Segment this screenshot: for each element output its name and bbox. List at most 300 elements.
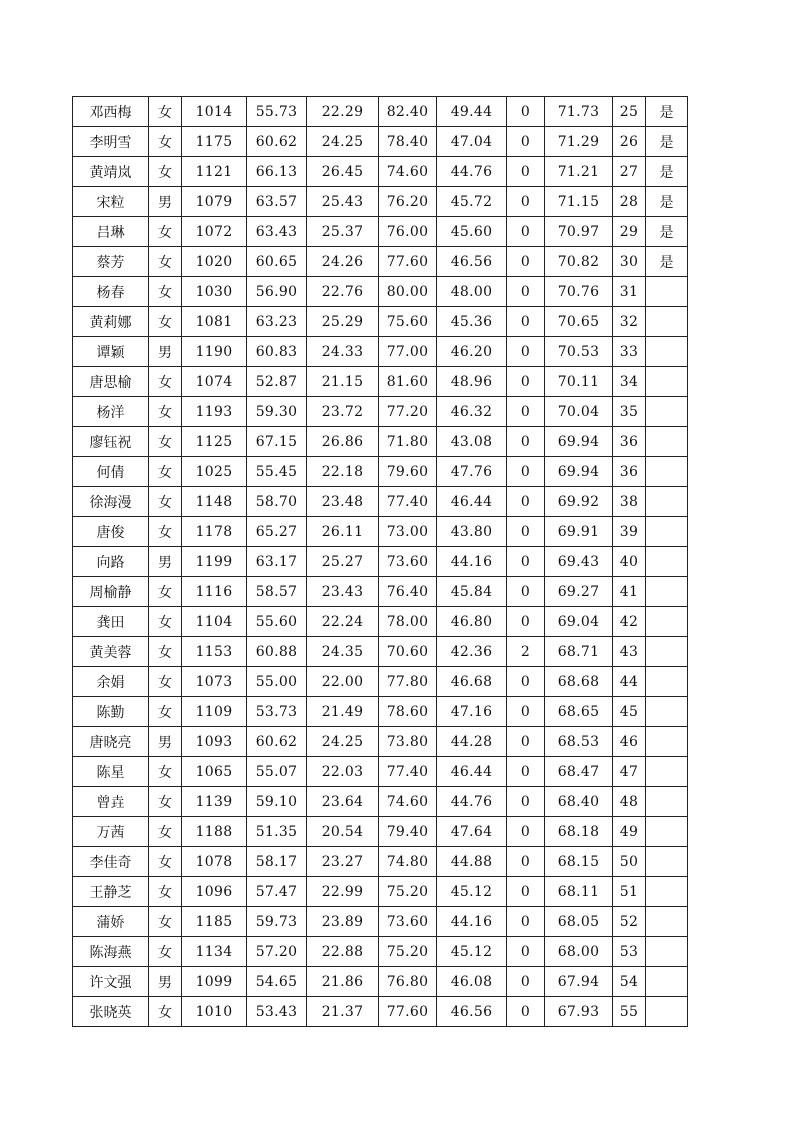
cell-gender: 女 — [149, 847, 182, 877]
cell-gender: 女 — [149, 277, 182, 307]
cell-qualified — [646, 907, 688, 937]
cell-total: 67.93 — [545, 997, 613, 1027]
cell-bonus: 0 — [507, 997, 545, 1027]
cell-exam-id: 1153 — [182, 637, 247, 667]
cell-interview-score: 74.60 — [379, 157, 437, 187]
cell-total: 70.04 — [545, 397, 613, 427]
table-row — [73, 427, 688, 457]
cell-interview-score: 70.60 — [379, 637, 437, 667]
cell-gender: 女 — [149, 817, 182, 847]
cell-total: 69.27 — [545, 577, 613, 607]
cell-interview-weighted: 42.36 — [437, 637, 507, 667]
cell-qualified — [646, 517, 688, 547]
cell-interview-weighted: 47.64 — [437, 817, 507, 847]
cell-exam-id: 1139 — [182, 787, 247, 817]
cell-rank: 46 — [613, 727, 646, 757]
cell-rank: 49 — [613, 817, 646, 847]
cell-rank: 52 — [613, 907, 646, 937]
cell-written-score: 60.62 — [247, 727, 307, 757]
cell-exam-id: 1020 — [182, 247, 247, 277]
cell-exam-id: 1079 — [182, 187, 247, 217]
cell-qualified — [646, 847, 688, 877]
cell-gender: 女 — [149, 217, 182, 247]
cell-interview-score: 81.60 — [379, 367, 437, 397]
cell-qualified — [646, 667, 688, 697]
cell-exam-id: 1096 — [182, 877, 247, 907]
table-row — [73, 727, 688, 757]
cell-written-weighted: 22.76 — [307, 277, 379, 307]
cell-interview-weighted: 47.76 — [437, 457, 507, 487]
cell-interview-score: 82.40 — [379, 97, 437, 127]
cell-name: 陈勤 — [73, 697, 149, 727]
cell-written-score: 65.27 — [247, 517, 307, 547]
cell-bonus: 0 — [507, 697, 545, 727]
cell-interview-score: 77.20 — [379, 397, 437, 427]
cell-written-weighted: 24.26 — [307, 247, 379, 277]
cell-rank: 42 — [613, 607, 646, 637]
cell-gender: 女 — [149, 397, 182, 427]
cell-qualified — [646, 607, 688, 637]
cell-bonus: 0 — [507, 337, 545, 367]
cell-interview-score: 77.60 — [379, 247, 437, 277]
cell-qualified — [646, 277, 688, 307]
cell-written-score: 53.73 — [247, 697, 307, 727]
cell-written-score: 53.43 — [247, 997, 307, 1027]
table-row — [73, 307, 688, 337]
cell-qualified — [646, 427, 688, 457]
table-row — [73, 157, 688, 187]
cell-interview-weighted: 46.08 — [437, 967, 507, 997]
table-row — [73, 607, 688, 637]
cell-gender: 女 — [149, 577, 182, 607]
cell-written-score: 58.70 — [247, 487, 307, 517]
cell-qualified — [646, 397, 688, 427]
cell-written-weighted: 21.49 — [307, 697, 379, 727]
cell-written-weighted: 23.27 — [307, 847, 379, 877]
cell-interview-score: 71.80 — [379, 427, 437, 457]
cell-name: 黄美蓉 — [73, 637, 149, 667]
cell-gender: 女 — [149, 697, 182, 727]
cell-exam-id: 1116 — [182, 577, 247, 607]
cell-written-weighted: 26.86 — [307, 427, 379, 457]
cell-qualified — [646, 577, 688, 607]
table-row — [73, 637, 688, 667]
score-table — [72, 96, 688, 1027]
cell-interview-score: 73.60 — [379, 907, 437, 937]
table-row — [73, 787, 688, 817]
cell-interview-weighted: 45.72 — [437, 187, 507, 217]
cell-written-weighted: 25.43 — [307, 187, 379, 217]
table-row — [73, 997, 688, 1027]
cell-gender: 女 — [149, 487, 182, 517]
cell-rank: 25 — [613, 97, 646, 127]
cell-interview-score: 78.40 — [379, 127, 437, 157]
cell-total: 69.04 — [545, 607, 613, 637]
cell-exam-id: 1014 — [182, 97, 247, 127]
table-row — [73, 337, 688, 367]
cell-rank: 36 — [613, 427, 646, 457]
table-row — [73, 397, 688, 427]
cell-interview-weighted: 45.84 — [437, 577, 507, 607]
cell-total: 71.15 — [545, 187, 613, 217]
cell-gender: 女 — [149, 157, 182, 187]
cell-exam-id: 1081 — [182, 307, 247, 337]
cell-written-score: 63.23 — [247, 307, 307, 337]
cell-rank: 54 — [613, 967, 646, 997]
cell-interview-score: 76.20 — [379, 187, 437, 217]
cell-interview-weighted: 46.56 — [437, 247, 507, 277]
cell-total: 69.94 — [545, 457, 613, 487]
cell-written-weighted: 21.37 — [307, 997, 379, 1027]
cell-total: 71.73 — [545, 97, 613, 127]
cell-gender: 男 — [149, 337, 182, 367]
cell-qualified: 是 — [646, 127, 688, 157]
cell-rank: 33 — [613, 337, 646, 367]
cell-gender: 女 — [149, 367, 182, 397]
cell-interview-score: 77.80 — [379, 667, 437, 697]
cell-rank: 51 — [613, 877, 646, 907]
cell-written-score: 57.20 — [247, 937, 307, 967]
cell-exam-id: 1193 — [182, 397, 247, 427]
cell-written-weighted: 24.25 — [307, 127, 379, 157]
cell-name: 李佳奇 — [73, 847, 149, 877]
cell-written-weighted: 25.29 — [307, 307, 379, 337]
cell-exam-id: 1148 — [182, 487, 247, 517]
cell-bonus: 0 — [507, 787, 545, 817]
cell-name: 周榆静 — [73, 577, 149, 607]
cell-name: 唐晓亮 — [73, 727, 149, 757]
cell-name: 蒲娇 — [73, 907, 149, 937]
cell-written-score: 55.00 — [247, 667, 307, 697]
cell-name: 谭颖 — [73, 337, 149, 367]
cell-written-score: 59.73 — [247, 907, 307, 937]
cell-qualified — [646, 937, 688, 967]
cell-rank: 55 — [613, 997, 646, 1027]
cell-name: 何倩 — [73, 457, 149, 487]
cell-gender: 女 — [149, 637, 182, 667]
cell-name: 陈海燕 — [73, 937, 149, 967]
cell-rank: 39 — [613, 517, 646, 547]
cell-interview-weighted: 44.76 — [437, 787, 507, 817]
cell-total: 68.68 — [545, 667, 613, 697]
cell-gender: 女 — [149, 937, 182, 967]
table-row — [73, 517, 688, 547]
cell-interview-weighted: 46.44 — [437, 757, 507, 787]
cell-name: 廖钰祝 — [73, 427, 149, 457]
cell-qualified — [646, 487, 688, 517]
cell-exam-id: 1093 — [182, 727, 247, 757]
cell-qualified — [646, 637, 688, 667]
cell-name: 向路 — [73, 547, 149, 577]
cell-name: 蔡芳 — [73, 247, 149, 277]
cell-exam-id: 1109 — [182, 697, 247, 727]
cell-interview-weighted: 43.80 — [437, 517, 507, 547]
cell-gender: 女 — [149, 997, 182, 1027]
cell-interview-score: 77.40 — [379, 487, 437, 517]
cell-exam-id: 1121 — [182, 157, 247, 187]
cell-gender: 女 — [149, 877, 182, 907]
cell-exam-id: 1185 — [182, 907, 247, 937]
cell-written-weighted: 25.37 — [307, 217, 379, 247]
cell-gender: 女 — [149, 97, 182, 127]
cell-total: 68.65 — [545, 697, 613, 727]
cell-gender: 女 — [149, 667, 182, 697]
cell-interview-weighted: 46.32 — [437, 397, 507, 427]
cell-name: 许文强 — [73, 967, 149, 997]
cell-interview-weighted: 44.88 — [437, 847, 507, 877]
cell-qualified — [646, 817, 688, 847]
table-row — [73, 367, 688, 397]
cell-interview-score: 75.60 — [379, 307, 437, 337]
cell-written-score: 59.10 — [247, 787, 307, 817]
cell-gender: 女 — [149, 127, 182, 157]
cell-written-weighted: 23.72 — [307, 397, 379, 427]
cell-written-score: 57.47 — [247, 877, 307, 907]
table-row — [73, 217, 688, 247]
cell-total: 68.47 — [545, 757, 613, 787]
cell-bonus: 0 — [507, 127, 545, 157]
cell-interview-weighted: 46.68 — [437, 667, 507, 697]
cell-qualified: 是 — [646, 217, 688, 247]
cell-gender: 男 — [149, 187, 182, 217]
cell-written-weighted: 26.11 — [307, 517, 379, 547]
cell-total: 70.65 — [545, 307, 613, 337]
cell-total: 69.91 — [545, 517, 613, 547]
cell-written-weighted: 22.29 — [307, 97, 379, 127]
cell-name: 王静芝 — [73, 877, 149, 907]
cell-interview-weighted: 47.04 — [437, 127, 507, 157]
cell-interview-weighted: 44.76 — [437, 157, 507, 187]
cell-total: 69.94 — [545, 427, 613, 457]
cell-bonus: 0 — [507, 667, 545, 697]
table-row — [73, 697, 688, 727]
cell-rank: 53 — [613, 937, 646, 967]
cell-bonus: 0 — [507, 727, 545, 757]
cell-rank: 32 — [613, 307, 646, 337]
cell-gender: 女 — [149, 907, 182, 937]
cell-interview-score: 74.80 — [379, 847, 437, 877]
cell-written-weighted: 23.89 — [307, 907, 379, 937]
cell-total: 70.97 — [545, 217, 613, 247]
cell-name: 杨洋 — [73, 397, 149, 427]
cell-name: 陈星 — [73, 757, 149, 787]
cell-rank: 43 — [613, 637, 646, 667]
table-row — [73, 907, 688, 937]
cell-total: 68.11 — [545, 877, 613, 907]
cell-qualified — [646, 727, 688, 757]
cell-exam-id: 1010 — [182, 997, 247, 1027]
cell-written-weighted: 22.03 — [307, 757, 379, 787]
cell-interview-weighted: 44.16 — [437, 907, 507, 937]
cell-bonus: 0 — [507, 547, 545, 577]
cell-rank: 31 — [613, 277, 646, 307]
cell-exam-id: 1134 — [182, 937, 247, 967]
cell-qualified — [646, 337, 688, 367]
cell-written-score: 56.90 — [247, 277, 307, 307]
cell-interview-weighted: 48.00 — [437, 277, 507, 307]
cell-name: 吕琳 — [73, 217, 149, 247]
cell-written-score: 55.07 — [247, 757, 307, 787]
cell-written-weighted: 20.54 — [307, 817, 379, 847]
cell-total: 68.71 — [545, 637, 613, 667]
table-row — [73, 937, 688, 967]
cell-bonus: 0 — [507, 517, 545, 547]
cell-name: 黄靖岚 — [73, 157, 149, 187]
cell-exam-id: 1188 — [182, 817, 247, 847]
cell-interview-score: 77.00 — [379, 337, 437, 367]
cell-interview-weighted: 46.56 — [437, 997, 507, 1027]
cell-written-score: 51.35 — [247, 817, 307, 847]
cell-interview-score: 73.80 — [379, 727, 437, 757]
cell-bonus: 0 — [507, 607, 545, 637]
table-row — [73, 577, 688, 607]
cell-written-weighted: 22.00 — [307, 667, 379, 697]
cell-interview-weighted: 46.44 — [437, 487, 507, 517]
cell-qualified — [646, 787, 688, 817]
cell-interview-score: 78.00 — [379, 607, 437, 637]
cell-bonus: 2 — [507, 637, 545, 667]
cell-gender: 男 — [149, 727, 182, 757]
cell-bonus: 0 — [507, 397, 545, 427]
cell-name: 徐海漫 — [73, 487, 149, 517]
cell-qualified — [646, 757, 688, 787]
table-row — [73, 457, 688, 487]
cell-total: 71.29 — [545, 127, 613, 157]
cell-name: 万茜 — [73, 817, 149, 847]
cell-total: 70.11 — [545, 367, 613, 397]
cell-rank: 44 — [613, 667, 646, 697]
cell-written-weighted: 24.33 — [307, 337, 379, 367]
cell-bonus: 0 — [507, 877, 545, 907]
cell-rank: 34 — [613, 367, 646, 397]
cell-rank: 41 — [613, 577, 646, 607]
cell-written-weighted: 23.48 — [307, 487, 379, 517]
cell-bonus: 0 — [507, 937, 545, 967]
cell-written-score: 60.83 — [247, 337, 307, 367]
cell-rank: 38 — [613, 487, 646, 517]
cell-bonus: 0 — [507, 367, 545, 397]
cell-total: 68.18 — [545, 817, 613, 847]
cell-total: 70.82 — [545, 247, 613, 277]
cell-exam-id: 1025 — [182, 457, 247, 487]
cell-qualified — [646, 367, 688, 397]
table-row — [73, 667, 688, 697]
cell-written-weighted: 26.45 — [307, 157, 379, 187]
cell-written-weighted: 24.35 — [307, 637, 379, 667]
table-row — [73, 277, 688, 307]
table-row — [73, 847, 688, 877]
cell-bonus: 0 — [507, 577, 545, 607]
cell-written-weighted: 23.43 — [307, 577, 379, 607]
cell-written-score: 55.60 — [247, 607, 307, 637]
cell-written-score: 58.17 — [247, 847, 307, 877]
table-row — [73, 757, 688, 787]
cell-total: 70.76 — [545, 277, 613, 307]
cell-written-weighted: 22.99 — [307, 877, 379, 907]
cell-bonus: 0 — [507, 247, 545, 277]
cell-name: 邓西梅 — [73, 97, 149, 127]
cell-name: 李明雪 — [73, 127, 149, 157]
cell-gender: 女 — [149, 757, 182, 787]
cell-name: 张晓英 — [73, 997, 149, 1027]
cell-rank: 47 — [613, 757, 646, 787]
cell-bonus: 0 — [507, 757, 545, 787]
cell-bonus: 0 — [507, 847, 545, 877]
cell-interview-weighted: 45.12 — [437, 877, 507, 907]
cell-bonus: 0 — [507, 967, 545, 997]
cell-exam-id: 1065 — [182, 757, 247, 787]
cell-interview-score: 76.40 — [379, 577, 437, 607]
cell-rank: 40 — [613, 547, 646, 577]
cell-interview-weighted: 43.08 — [437, 427, 507, 457]
cell-gender: 女 — [149, 607, 182, 637]
cell-rank: 29 — [613, 217, 646, 247]
cell-interview-score: 77.60 — [379, 997, 437, 1027]
cell-bonus: 0 — [507, 157, 545, 187]
cell-interview-score: 77.40 — [379, 757, 437, 787]
cell-gender: 男 — [149, 547, 182, 577]
cell-interview-score: 73.60 — [379, 547, 437, 577]
cell-rank: 27 — [613, 157, 646, 187]
cell-written-weighted: 21.15 — [307, 367, 379, 397]
cell-qualified — [646, 997, 688, 1027]
cell-qualified — [646, 457, 688, 487]
cell-rank: 28 — [613, 187, 646, 217]
cell-written-weighted: 22.24 — [307, 607, 379, 637]
cell-interview-weighted: 45.12 — [437, 937, 507, 967]
cell-interview-score: 78.60 — [379, 697, 437, 727]
cell-interview-score: 79.40 — [379, 817, 437, 847]
cell-exam-id: 1099 — [182, 967, 247, 997]
cell-exam-id: 1178 — [182, 517, 247, 547]
cell-qualified — [646, 967, 688, 997]
cell-bonus: 0 — [507, 427, 545, 457]
cell-total: 68.00 — [545, 937, 613, 967]
cell-gender: 女 — [149, 427, 182, 457]
cell-interview-score: 76.00 — [379, 217, 437, 247]
cell-total: 71.21 — [545, 157, 613, 187]
cell-interview-score: 79.60 — [379, 457, 437, 487]
cell-bonus: 0 — [507, 817, 545, 847]
cell-rank: 26 — [613, 127, 646, 157]
cell-interview-weighted: 44.16 — [437, 547, 507, 577]
cell-qualified — [646, 307, 688, 337]
cell-bonus: 0 — [507, 487, 545, 517]
cell-name: 龚田 — [73, 607, 149, 637]
cell-gender: 女 — [149, 247, 182, 277]
cell-written-weighted: 22.18 — [307, 457, 379, 487]
cell-name: 唐思榆 — [73, 367, 149, 397]
cell-exam-id: 1030 — [182, 277, 247, 307]
cell-exam-id: 1073 — [182, 667, 247, 697]
cell-rank: 50 — [613, 847, 646, 877]
cell-written-score: 60.88 — [247, 637, 307, 667]
cell-name: 宋粒 — [73, 187, 149, 217]
cell-interview-weighted: 47.16 — [437, 697, 507, 727]
cell-written-weighted: 23.64 — [307, 787, 379, 817]
cell-exam-id: 1104 — [182, 607, 247, 637]
cell-interview-weighted: 48.96 — [437, 367, 507, 397]
cell-exam-id: 1072 — [182, 217, 247, 247]
cell-written-score: 63.57 — [247, 187, 307, 217]
cell-total: 69.92 — [545, 487, 613, 517]
cell-exam-id: 1078 — [182, 847, 247, 877]
cell-qualified — [646, 697, 688, 727]
cell-qualified: 是 — [646, 97, 688, 127]
cell-total: 68.53 — [545, 727, 613, 757]
table-row — [73, 247, 688, 277]
table-row — [73, 187, 688, 217]
